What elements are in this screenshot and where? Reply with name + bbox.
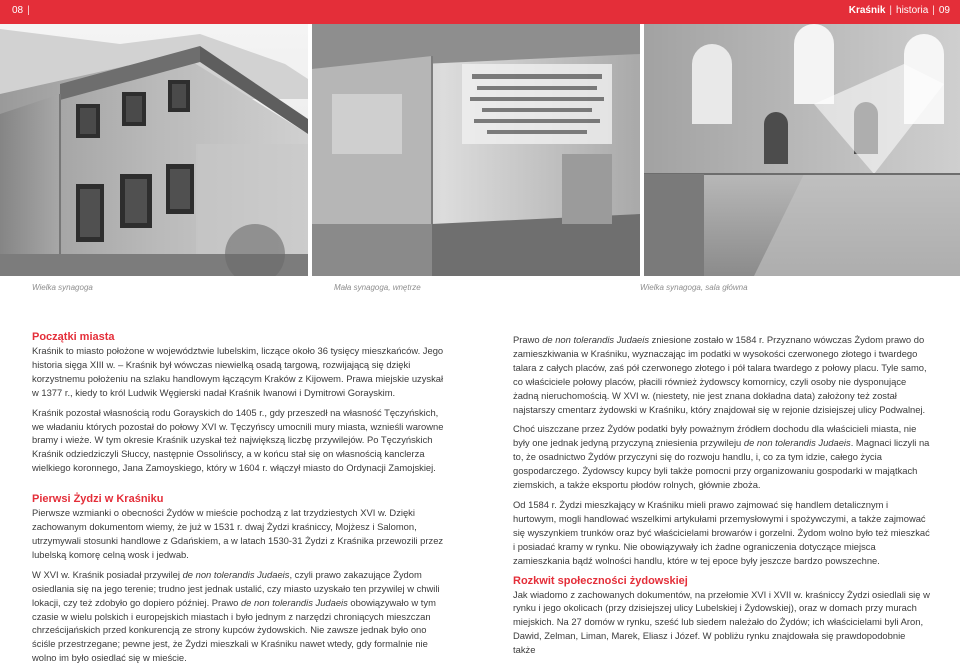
text: zniesione zostało w 1584 r. Przyznano wówczas Żydom prawo do zamieszkiwania w Kraśniku, wyznaczając im podatki w wysokości czerwonego złotego i twardego talara z całych placów, zaś pół czerwonego złotego i pół talara twardego z połowy placu. Tyle samo, co właściciele połowy placów, płacili również żydowscy komornicy, czyli osoby nie dysponujące żadną nieruchomością. W XVI w. (niestety, nie jest znana dokładna data) założony też został najstarszy cmentarz żydowski w Kraśniku, który znajdował się w rejonie dzisiejszej ulicy Podwalnej. (513, 334, 927, 415)
small-synagogue-interior-photo (312, 24, 640, 276)
paragraph (513, 422, 930, 492)
top-bar (0, 0, 960, 24)
header-city: Kraśnik (848, 5, 886, 16)
text: . Magnaci liczyli na to, że osadnictwo Żydów przyczyni się do rozwoju handlu, i, co za tym idzie, całego życia gospodarczego. Żydowscy kupcy byli także pomocni przy organizowaniu gospodarki w majątkach ziemskich, a także eksportu płodów rolnych, głównie zboża. (513, 437, 930, 491)
paragraph (32, 568, 446, 665)
right-column (513, 333, 930, 663)
latin-term: de non tolerandis Judaeis (542, 334, 650, 345)
section-heading: Początki miasta (32, 331, 115, 343)
paragraph: Jak wiadomo z zachowanych dokumentów, na przełomie XVI i XVII w. kraśniccy Żydzi osiedlali się w rynku i jego okolicach (przy dzisiejszej ulicy Lubelskiej i Żydowskiej), oraz w domach przy murach miejskich. Na 27 domów w rynku, sześć lub siedem należało do Żydów; ich właścicielami byli Aron, Dawid, Zelman, Liman, Marek, Eliasz i Józef. W pobliżu rynku znajdowała się prawdopodobnie także (513, 588, 930, 656)
text: , czyli prawo zakazujące Żydom osiedlania się na jego terenie; trudno jest jednak ustalić, czy miasto uzyskało ten przywilej w chwili lokacji, czy też zdobyło go dopiero później. Prawo (32, 568, 440, 608)
header-section: historia (896, 5, 929, 16)
text: Prawo (513, 334, 543, 345)
section-heading: Rozkwit społeczności żydowskiej (513, 574, 688, 587)
spacer (32, 481, 446, 492)
paragraph: Kraśnik to miasto położone w województwie lubelskim, liczące około 36 tysięcy mieszkańców. Jego historia sięga XIII w. – Kraśnik był wówczas niewielką osadą targową, rozwijającą się dzięki korzystnemu położeniu na szlaku handlowym łączącym Kraków z Kijowem. Prawa miejskie uzyskał w 1377 r., kiedy to król Ludwik Węgierski nadał Kraśnik Iwanowi i Dymitrowi Gorayskim. (32, 345, 444, 398)
divider: | (27, 5, 30, 16)
text: obowiązywało w tym czasie w wielu polskich i europejskich miastach i było jednym z narzędzi chroniących mieszczan chrześcijańskich przed konkurencją ze strony kupców żydowskich. Nie zawsze jednak było ono ściśle przestrzegane; pewne jest, że Żydzi mieszkali w Kraśniku nawet wtedy, gdy formalnie nie wolno im było osiedlać się w mieście. (32, 596, 436, 664)
divider: | (889, 5, 893, 16)
paragraph: Od 1584 r. Żydzi mieszkający w Kraśniku mieli prawo zajmować się handlem detalicznym i hurtowym, mogli handlować wszelkimi artykułami przemysłowymi i spożywczymi, a także zajmować się wyszynkiem trunków oraz być właścicielami browarów i gorzelni. Żydom wolno było też mieszkać i posiadać kramy w rynku. Nie obowiązywały ich żadne ograniczenia dotyczące miejsca zamieszkania bądź wolności handlu, które w tej epoce były jeszcze bardzo powszechne. (513, 498, 930, 566)
latin-term: de non tolerandis Judaeis (743, 437, 851, 449)
divider: | (932, 5, 935, 16)
paragraph: Kraśnik pozostał własnością rodu Gorayskich do 1405 r., gdy przeszedł na własność Tęczyńskich, we władaniu których pozostał do połowy XVI w. Tęczyńscy umocnili mury miasta, wznieśli warowne bramy i wieże. W tym okresie Kraśnik uzyskał też największą liczbę przywilejów. Po Tęczyńskich Kraśnik odziedziczyli Słuccy, następnie Ossolińscy, a w końcu stał się on własnością kanclerza wielkiego koronnego, Jana Zamoyskiego, który w 1604 r. włączył miasto do Ordynacji Zamojskiej. (32, 406, 444, 474)
left-column (32, 330, 446, 671)
page-number-right: 09 (938, 5, 950, 16)
photo-caption-1: Wielka synagoga (32, 283, 93, 292)
paragraph: Pierwsze wzmianki o obecności Żydów w mieście pochodzą z lat trzydziestych XVI w. Dzięki zachowanym dokumentom wiemy, że już w 1531 r. dwaj Żydzi kraśniccy, Mojżesz i Salomon, utrzymywali stosunki handlowe z Gdańskiem, a w latach 1530-31 Żydzi z Kraśnika przewozili przez lubelską komorę celną wosk i jedwab. (32, 507, 444, 560)
text: W XVI w. Kraśnik posiadał przywilej (32, 568, 183, 580)
running-header (849, 5, 950, 16)
paragraph (513, 333, 930, 416)
section-heading: Pierwsi Żydzi w Kraśniku (32, 493, 164, 506)
page-number-left: 08 (12, 5, 24, 16)
text: Choć uiszczane przez Żydów podatki były poważnym źródłem dochodu dla właścicieli miasta, nie były one jednak jedyną przyczyną zniesienia przywileju (513, 423, 917, 449)
latin-term: de non tolerandis Judaeis (182, 568, 290, 580)
latin-term: de non tolerandis Judaeis (240, 596, 348, 608)
photo-caption-3: Wielka synagoga, sala główna (640, 283, 748, 292)
synagogue-exterior-photo (0, 24, 308, 276)
photo-caption-2: Mała synagoga, wnętrze (334, 283, 421, 292)
great-synagogue-hall-photo (644, 24, 960, 276)
page-number-left-group (12, 5, 30, 16)
